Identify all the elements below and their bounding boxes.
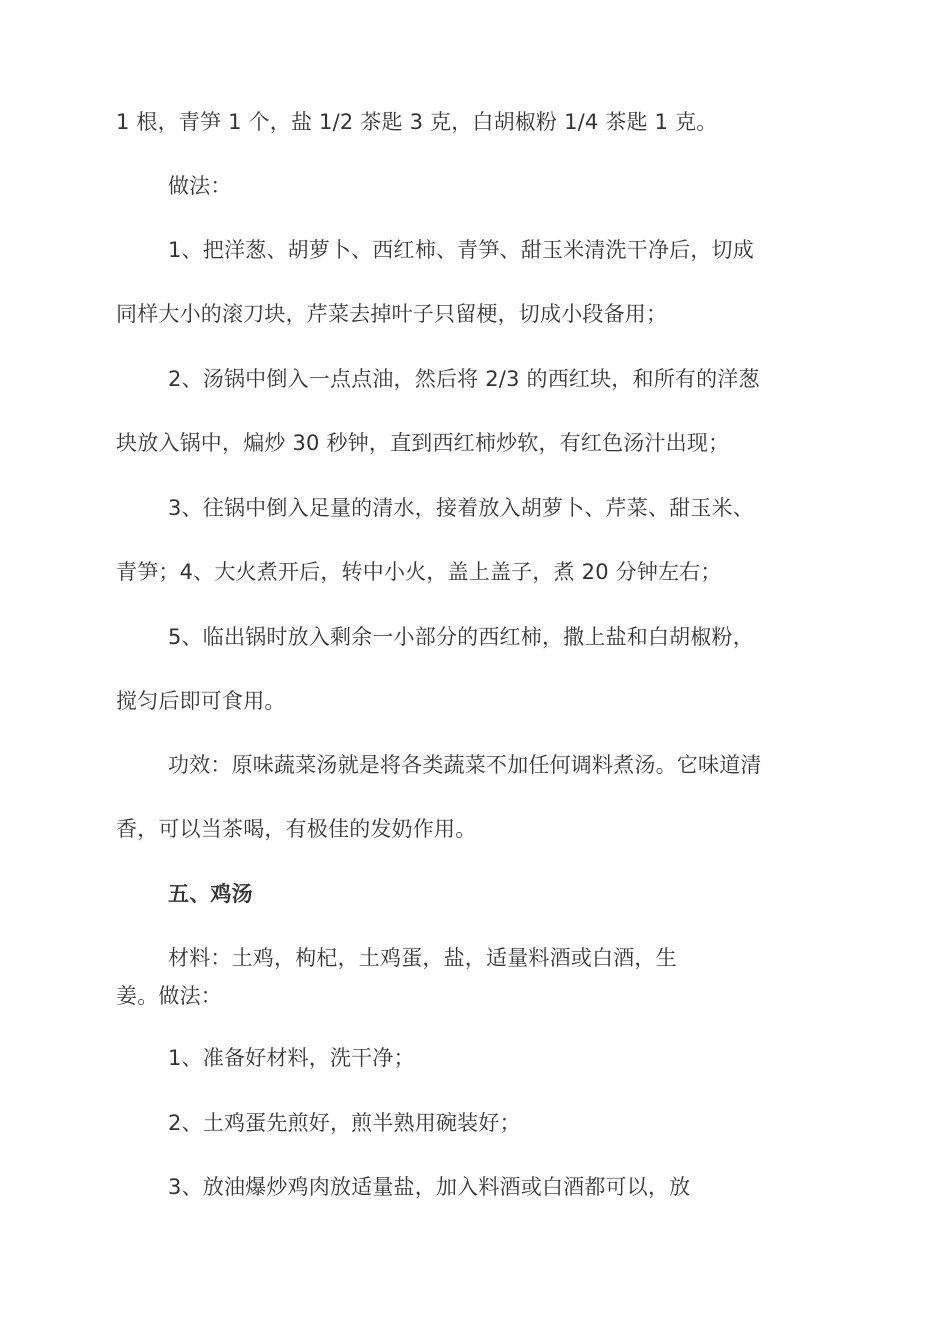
section-heading-chicken-soup: 五、鸡汤 <box>168 882 253 906</box>
text-line-step-2: 2、汤锅中倒入一点点油，然后将 2/3 的西红块，和所有的洋葱 <box>168 367 760 391</box>
text-line-materials-cont: 姜。做法： <box>116 984 222 1008</box>
text-line-materials: 材料：土鸡，枸杞，土鸡蛋，盐，适量料酒或白酒，生 <box>168 946 677 970</box>
text-line-step-3-4: 青笋；4、大火煮开后，转中小火，盖上盖子，煮 20 分钟左右； <box>116 560 722 584</box>
text-line-method-heading: 做法： <box>168 174 232 198</box>
text-line-chicken-step-1: 1、准备好材料，洗干净； <box>168 1046 415 1070</box>
text-line-step-3: 3、往锅中倒入足量的清水，接着放入胡萝卜、芹菜、甜玉米、 <box>168 496 754 520</box>
text-line-ingredients-end: 1 根，青笋 1 个，盐 1/2 茶匙 3 克，白胡椒粉 1/4 茶匙 1 克。 <box>116 110 718 134</box>
text-line-chicken-step-3: 3、放油爆炒鸡肉放适量盐，加入料酒或白酒都可以，放 <box>168 1175 691 1199</box>
text-line-chicken-step-2: 2、土鸡蛋先煎好，煎半熟用碗装好； <box>168 1111 521 1135</box>
text-line-step-1: 1、把洋葱、胡萝卜、西红柿、青笋、甜玉米清洗干净后，切成 <box>168 238 754 262</box>
text-line-step-5: 5、临出锅时放入剩余一小部分的西红柿，撒上盐和白胡椒粉， <box>168 625 754 649</box>
text-line-step-5-cont: 搅匀后即可食用。 <box>116 689 286 713</box>
text-line-effect: 功效：原味蔬菜汤就是将各类蔬菜不加任何调料煮汤。它味道清 <box>168 753 762 777</box>
text-line-step-2-cont: 块放入锅中，煸炒 30 秒钟，直到西红柿炒软，有红色汤汁出现； <box>116 431 730 455</box>
text-line-step-1-cont: 同样大小的滚刀块，芹菜去掉叶子只留梗，切成小段备用； <box>116 302 668 326</box>
text-line-effect-cont: 香，可以当茶喝，有极佳的发奶作用。 <box>116 817 477 841</box>
